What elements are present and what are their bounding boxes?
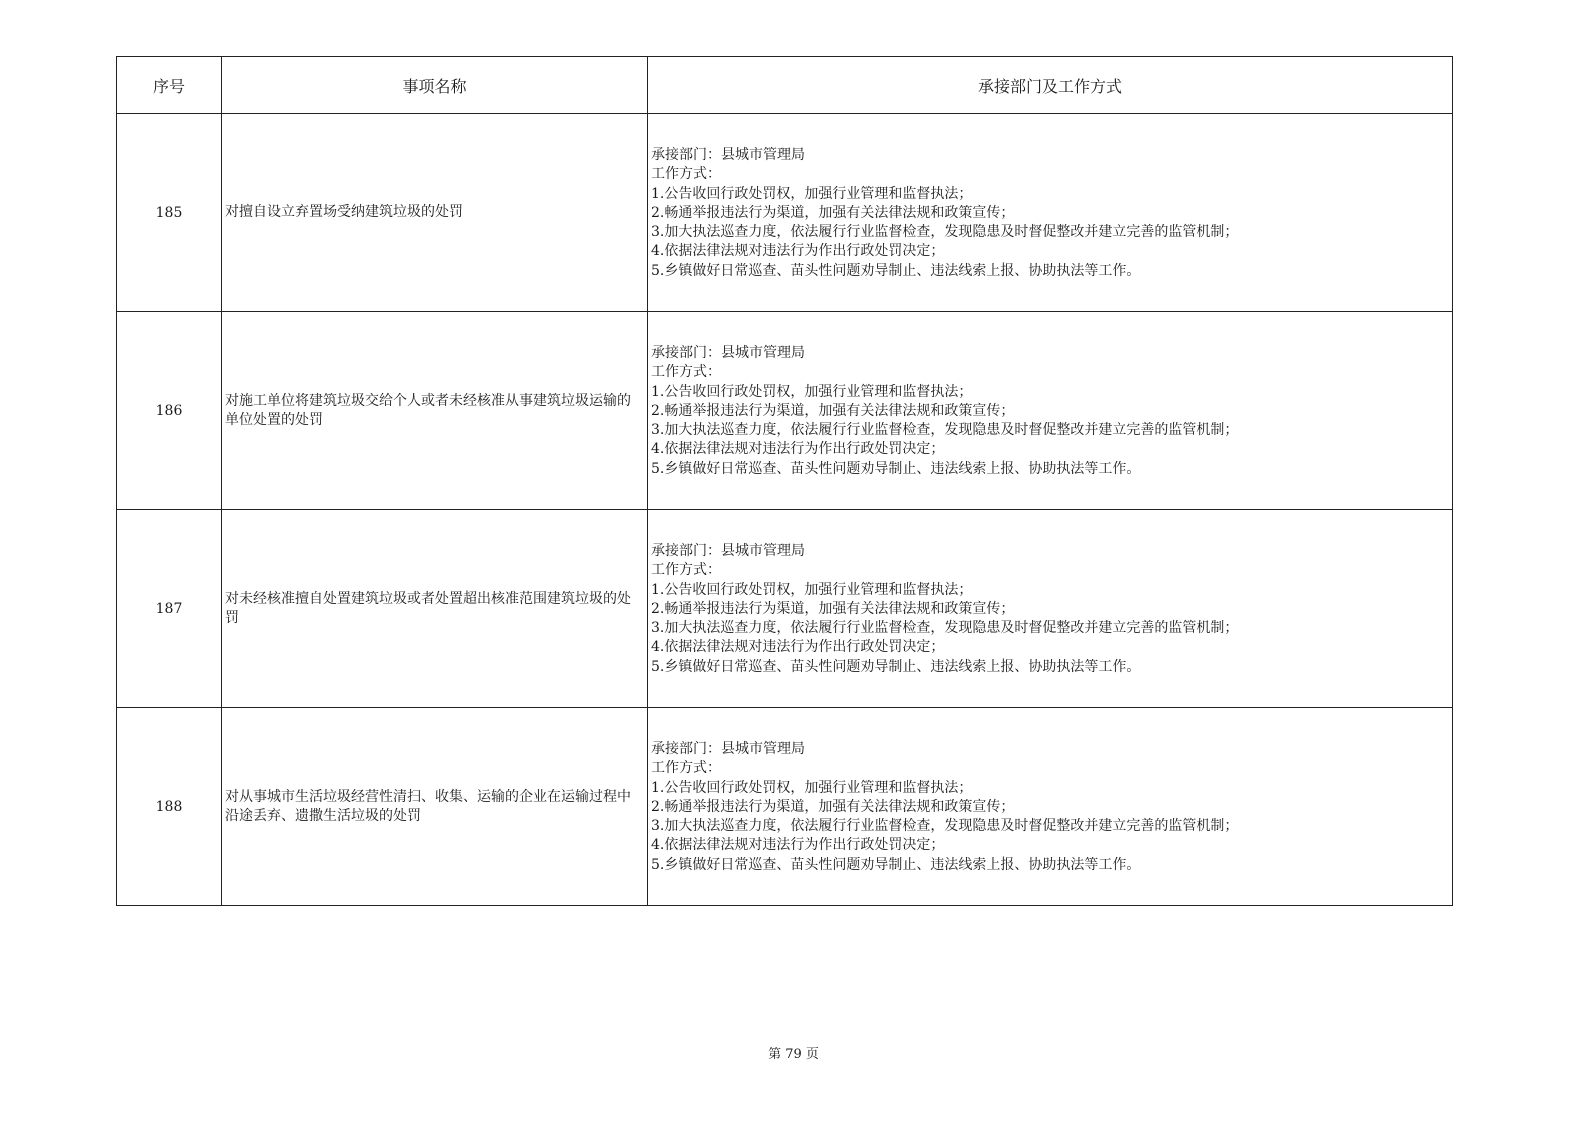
header-department-and-method: 承接部门及工作方式: [648, 57, 1453, 114]
work-method-label: 工作方式：: [651, 562, 721, 579]
work-method-item: 1.公告收回行政处罚权，加强行业管理和监督执法；: [651, 185, 973, 202]
row-department-and-method: [648, 510, 1453, 708]
department-line: 承接部门：县城市管理局: [651, 543, 805, 560]
work-method-item: 3.加大执法巡查力度，依法履行行业监督检查，发现隐患及时督促整改并建立完善的监管机制；: [651, 620, 1239, 637]
work-method-item: 5.乡镇做好日常巡查、苗头性问题劝导制止、违法线索上报、协助执法等工作。: [651, 856, 1141, 873]
work-method-item: 2.畅通举报违法行为渠道，加强有关法律法规和政策宣传；: [651, 600, 1015, 617]
row-department-and-method: [648, 708, 1453, 906]
row-item-name: 对未经核准擅自处置建筑垃圾或者处置超出核准范围建筑垃圾的处罚: [222, 510, 648, 708]
work-method-item: 4.依据法律法规对违法行为作出行政处罚决定；: [651, 639, 945, 656]
work-method-item: 3.加大执法巡查力度，依法履行行业监督检查，发现隐患及时督促整改并建立完善的监管机制；: [651, 818, 1239, 835]
table-row: [117, 312, 1453, 510]
work-method-item: 2.畅通举报违法行为渠道，加强有关法律法规和政策宣传；: [651, 798, 1015, 815]
items-table: [116, 56, 1453, 906]
work-method-item: 5.乡镇做好日常巡查、苗头性问题劝导制止、违法线索上报、协助执法等工作。: [651, 460, 1141, 477]
work-method-item: 1.公告收回行政处罚权，加强行业管理和监督执法；: [651, 779, 973, 796]
department-line: 承接部门：县城市管理局: [651, 741, 805, 758]
row-item-name: 对从事城市生活垃圾经营性清扫、收集、运输的企业在运输过程中沿途丢弃、遗撒生活垃圾的处罚: [222, 708, 648, 906]
work-method-item: 5.乡镇做好日常巡查、苗头性问题劝导制止、违法线索上报、协助执法等工作。: [651, 658, 1141, 675]
work-method-item: 4.依据法律法规对违法行为作出行政处罚决定；: [651, 441, 945, 458]
work-method-item: 4.依据法律法规对违法行为作出行政处罚决定；: [651, 837, 945, 854]
table-row: [117, 708, 1453, 906]
work-method-item: 1.公告收回行政处罚权，加强行业管理和监督执法；: [651, 383, 973, 400]
header-item-name: 事项名称: [222, 57, 648, 114]
page-number: 第 79 页: [768, 1047, 819, 1062]
header-serial-number: 序号: [117, 57, 222, 114]
work-method-label: 工作方式：: [651, 166, 721, 183]
work-method-item: 4.依据法律法规对违法行为作出行政处罚决定；: [651, 243, 945, 260]
work-method-item: 2.畅通举报违法行为渠道，加强有关法律法规和政策宣传；: [651, 402, 1015, 419]
table-header-row: [117, 57, 1453, 114]
row-item-name: 对擅自设立弃置场受纳建筑垃圾的处罚: [222, 114, 648, 312]
work-method-label: 工作方式：: [651, 760, 721, 777]
table-row: [117, 114, 1453, 312]
table-row: [117, 510, 1453, 708]
work-method-item: 5.乡镇做好日常巡查、苗头性问题劝导制止、违法线索上报、协助执法等工作。: [651, 262, 1141, 279]
work-method-item: 3.加大执法巡查力度，依法履行行业监督检查，发现隐患及时督促整改并建立完善的监管机制；: [651, 224, 1239, 241]
work-method-item: 2.畅通举报违法行为渠道，加强有关法律法规和政策宣传；: [651, 204, 1015, 221]
work-method-item: 1.公告收回行政处罚权，加强行业管理和监督执法；: [651, 581, 973, 598]
row-serial-number: 185: [117, 114, 222, 312]
work-method-item: 3.加大执法巡查力度，依法履行行业监督检查，发现隐患及时督促整改并建立完善的监管机制；: [651, 422, 1239, 439]
row-serial-number: 188: [117, 708, 222, 906]
row-serial-number: 187: [117, 510, 222, 708]
department-line: 承接部门：县城市管理局: [651, 147, 805, 164]
row-department-and-method: [648, 312, 1453, 510]
department-line: 承接部门：县城市管理局: [651, 345, 805, 362]
work-method-label: 工作方式：: [651, 364, 721, 381]
row-department-and-method: [648, 114, 1453, 312]
row-serial-number: 186: [117, 312, 222, 510]
row-item-name: 对施工单位将建筑垃圾交给个人或者未经核准从事建筑垃圾运输的单位处置的处罚: [222, 312, 648, 510]
